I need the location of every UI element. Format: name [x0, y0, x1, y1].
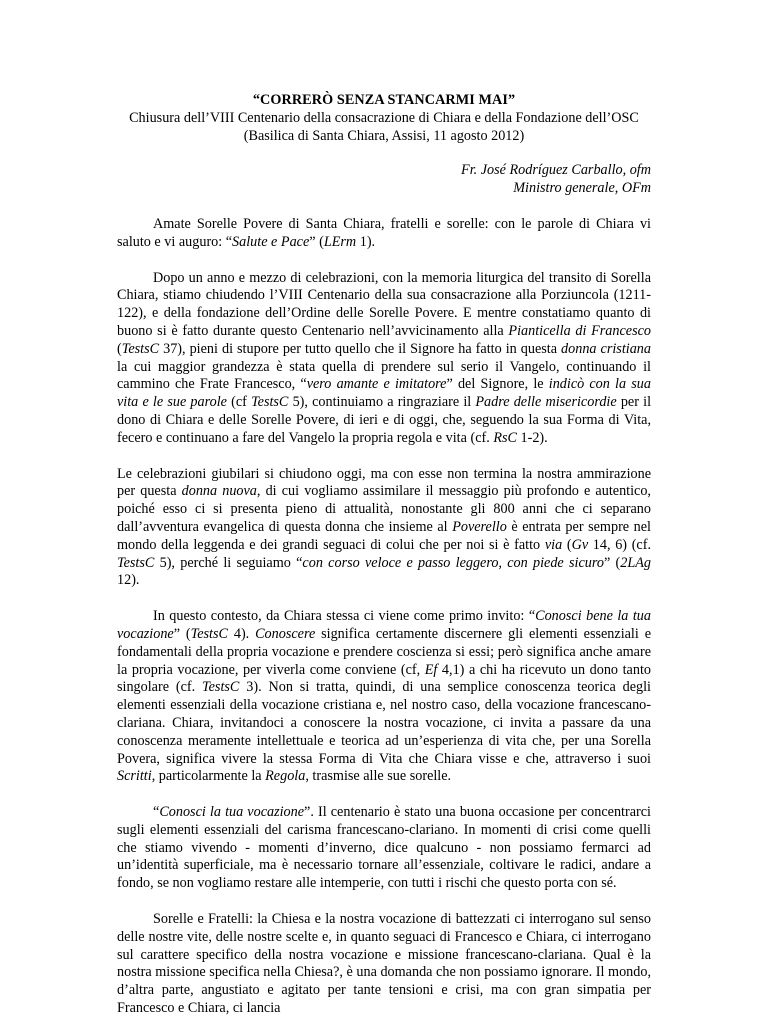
text-run: 12). — [117, 572, 140, 589]
text-run: , trasmise alle sue sorelle. — [305, 768, 452, 785]
text-run: Dopo un anno e mezzo di celebrazioni, con la memoria liturgica del transito di Sorella Chiara, stiamo chiudendo l’VIII Centenario della sua consacrazione alla Porziuncola (1211-122), e della fondazione dell’Ordine delle Sorelle Povere. E mentre constatiamo quanto di buono si è fatto durante questo Centenario nell’avvicinamento alla — [117, 269, 651, 339]
body-paragraph — [117, 911, 651, 1018]
italic-run: Conoscere — [255, 625, 316, 642]
document-content — [117, 92, 651, 1018]
text-run: 1). — [356, 233, 376, 250]
author-block — [117, 162, 651, 198]
body-paragraph — [117, 216, 651, 252]
text-run: 5), perché li seguiamo “ — [154, 554, 303, 571]
text-run: Le celebrazioni giubilari si chiudono oggi, ma con esse non termina la nostra ammirazione per questa — [117, 465, 651, 500]
document-location-date: (Basilica di Santa Chiara, Assisi, 11 agosto 2012) — [243, 127, 525, 144]
italic-run: TestsC — [117, 554, 155, 571]
text-run: per il dono di Chiara e delle Sorelle Povere, di ieri e di oggi, che, seguendo la sua Forma di Vita, fecero e continuano a fare del Vangelo la propria regola e vita (cf. — [117, 394, 652, 446]
italic-run: LErm — [323, 233, 357, 250]
italic-run: Ef — [424, 661, 438, 678]
italic-run: via — [544, 536, 563, 553]
italic-run: TestsC — [202, 679, 240, 696]
italic-run: donna nuova — [181, 483, 257, 500]
italic-run: Conosci bene la tua vocazione — [117, 608, 651, 642]
text-run: ( — [562, 536, 572, 553]
text-run: Sorelle e Fratelli: la Chiesa e la nostra vocazione di battezzati ci interrogano sul senso delle nostre vite, delle nostre scelte e, in quanto seguaci di Francesco e Chiara, ci interrogano sul carattere specifico della nostra vocazione e missione francescano-clariana. Qual è la nostra missione specifica nella Chiesa?, è una domanda che non possiamo ignorare. Il mondo, d’altra parte, angustiato e agitato per tante tensioni e crisi, ma con gran simpatia per Francesco e Chiara, ci lancia — [117, 911, 651, 1017]
italic-run: Conosci la tua vocazione — [159, 804, 305, 821]
text-run: è entrata per sempre nel mondo della leggenda e dei grandi seguaci di colui che per noi si è fatto — [117, 518, 651, 553]
text-run: 5), continuiamo a ringraziare il — [288, 394, 476, 411]
italic-run: Regola — [265, 768, 306, 785]
text-run: ” ( — [309, 233, 324, 250]
italic-run: vero amante e imitatore — [306, 376, 447, 393]
italic-run: TestsC — [251, 394, 289, 411]
author-role: Ministro generale, OFm — [513, 180, 651, 197]
text-run: ” del Signore, le — [446, 376, 549, 393]
text-run: ” ( — [173, 625, 191, 642]
italic-run: Salute e Pace — [232, 233, 310, 250]
italic-run: Poverello — [452, 518, 507, 535]
text-run: 3). Non si tratta, quindi, di una semplice conoscenza teorica degli elementi essenziali della vocazione cristiana e, nel nostro caso, della vocazione francescano-clariana. Chiara, invitandoci a conoscere la nostra vocazione, ci invita a passare da una conoscenza meramente intellettuale e teorica ad un’esperienza di vita che, per una Sorella Povera, significa vivere la stessa Forma di Vita che Chiara visse e che, attraverso i suoi — [117, 679, 651, 767]
text-run: Amate Sorelle Povere di Santa Chiara, fratelli e sorelle: con le parole di Chiara vi saluto e vi auguro: “ — [117, 215, 651, 250]
text-run: 14, 6) (cf. — [588, 536, 651, 553]
body-paragraph — [117, 270, 651, 448]
text-run: 37), pieni di stupore per tutto quello che il Signore ha fatto in questa — [159, 340, 562, 357]
body-paragraph — [117, 466, 651, 591]
text-run: “ — [153, 804, 160, 821]
italic-run: indicò con la sua vita e le sue parole — [117, 376, 651, 411]
text-run: , di cui vogliamo assimilare il messaggio più profondo e autentico, poiché esso ci si presenta pieno di attualità, nonostante gli 800 anni che ci separano dall’avventura evangelica di questa donna che insieme al — [117, 483, 651, 535]
italic-run: donna cristiana — [561, 340, 651, 357]
text-run: ” ( — [603, 554, 621, 571]
document-body — [117, 216, 651, 1018]
text-run: 4). — [227, 625, 256, 642]
italic-run: Gv — [571, 536, 589, 553]
body-paragraph — [117, 608, 651, 786]
italic-run: Padre delle misericordie — [475, 394, 617, 411]
body-paragraph — [117, 804, 651, 893]
text-run: ”. Il centenario è stato una buona occasione per concentrarci sugli elementi essenziali del carisma francescano-clariano. In momenti di crisi come quelli che stiamo vivendo - momenti d’inverno, dice qualcuno - non possiamo fermarci ad un’identità superficiale, ma è necessario tornare all’essenziale, coltivare le radici, andare a fondo, se non vogliamo restare alle intemperie, con tutti i rischi che questo porta con sé. — [117, 804, 651, 892]
text-run: In questo contesto, da Chiara stessa ci viene come primo invito: “ — [153, 608, 536, 625]
italic-run: RsC — [493, 429, 517, 446]
italic-run: Scritti — [117, 768, 152, 785]
text-run: (cf — [226, 394, 252, 411]
italic-run: Pianticella di Francesco — [508, 322, 651, 339]
text-run: significa certamente discernere gli elementi essenziali e fondamentali della propria vocazione e prendere coscienza si essi; però significa anche amare la propria vocazione, per viverla come conviene (cf, — [117, 625, 651, 678]
document-subtitle: Chiusura dell’VIII Centenario della consacrazione di Chiara e della Fondazione dell’OSC — [129, 109, 639, 126]
italic-run: TestsC — [121, 340, 160, 357]
text-run: 4,1) a chi ha ricevuto un dono tanto singolare (cf. — [117, 661, 651, 696]
text-run: , particolarmente la — [151, 768, 266, 785]
text-run: 1-2). — [516, 429, 548, 446]
document-title: “CORRERÒ SENZA STANCARMI MAI” — [252, 92, 516, 108]
italic-run: 2LAg — [620, 554, 651, 571]
text-run: la cui maggior grandezza è stata quella di prendere sul serio il Vangelo, continuando il cammino che Frate Francesco, “ — [117, 358, 651, 393]
text-run: ( — [117, 340, 122, 357]
author-name: Fr. José Rodríguez Carballo, ofm — [461, 162, 651, 179]
italic-run: con corso veloce e passo leggero, con piede sicuro — [302, 554, 604, 571]
italic-run: TestsC — [190, 625, 228, 642]
